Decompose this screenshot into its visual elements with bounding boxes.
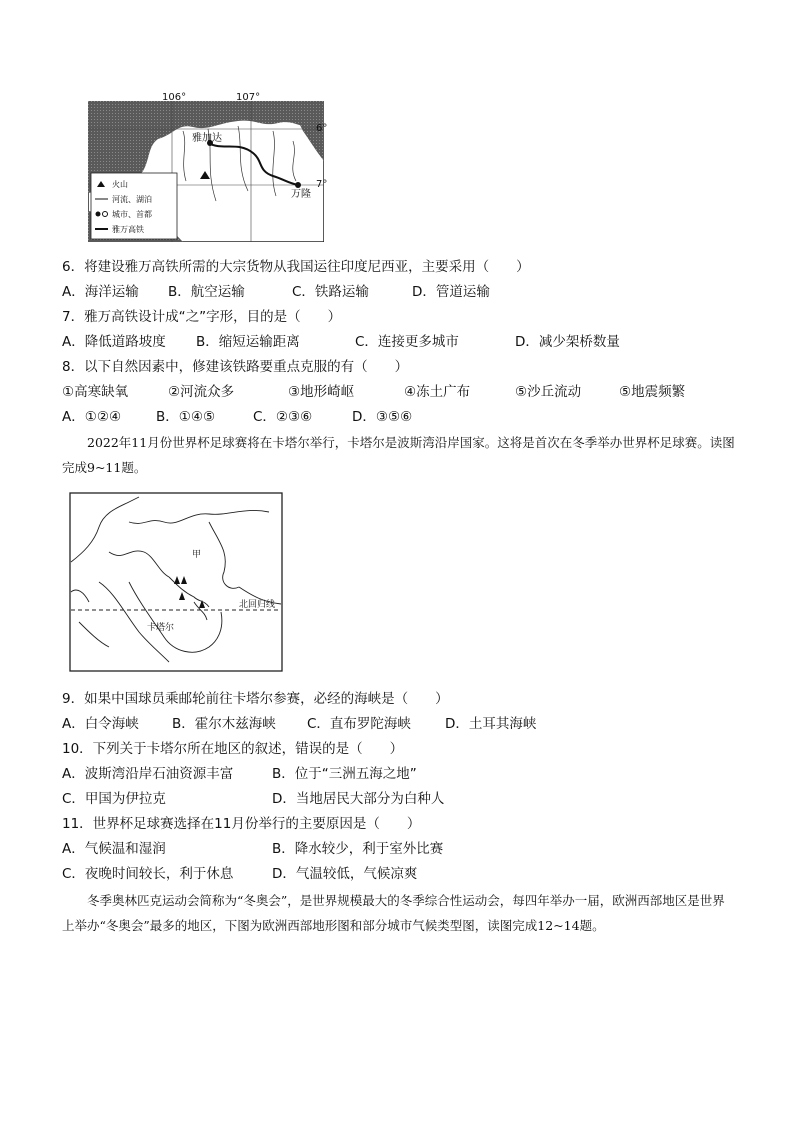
q8-factors bbox=[62, 383, 685, 401]
q11-option-a[interactable]: A．气候温和湿润 bbox=[62, 841, 166, 857]
q7-option-c[interactable]: C．连接更多城市 bbox=[355, 334, 459, 350]
passage-winter-olympics: 冬季奥林匹克运动会简称为“冬奥会”，是世界规模最大的冬季综合性运动会，每四年举办一届，欧洲西部地区是世界上举办“冬奥会”最多的地区，下图为欧洲西部地形图和部分城市气候类型图，读图完成12~14题。 bbox=[62, 893, 725, 933]
q8-option-d[interactable]: D．③⑤⑥ bbox=[352, 409, 413, 425]
middle-east-map bbox=[69, 492, 283, 672]
lat-label-7: 7° bbox=[316, 179, 328, 190]
q9-option-b[interactable]: B．霍尔木兹海峡 bbox=[172, 716, 276, 732]
q11-options-row2 bbox=[62, 865, 417, 883]
q8-factor-6: ⑤地震频繁 bbox=[619, 384, 686, 400]
q8-option-c[interactable]: C．②③⑥ bbox=[253, 409, 313, 425]
q6-options bbox=[62, 283, 490, 301]
q8-factor-4: ④冻土广布 bbox=[404, 384, 471, 400]
q8-stem: 8．以下自然因素中，修建该铁路要重点克服的有（ ） bbox=[62, 359, 409, 375]
q8-factor-2: ②河流众多 bbox=[168, 384, 235, 400]
q8-options bbox=[62, 408, 412, 426]
q7-option-b[interactable]: B．缩短运输距离 bbox=[196, 334, 300, 350]
lat-label-6: 6° bbox=[316, 123, 328, 134]
q9-option-d[interactable]: D．土耳其海峡 bbox=[445, 716, 537, 732]
q11-option-b[interactable]: B．降水较少，利于室外比赛 bbox=[272, 841, 444, 857]
q9-option-a[interactable]: A．白令海峡 bbox=[62, 716, 139, 732]
q10-option-d[interactable]: D．当地居民大部分为白种人 bbox=[272, 791, 445, 807]
q6-option-b[interactable]: B．航空运输 bbox=[168, 284, 245, 300]
q8-option-a[interactable]: A．①②④ bbox=[62, 409, 122, 425]
legend-rivers: 河流、湖泊 bbox=[112, 195, 152, 204]
q7-option-a[interactable]: A．降低道路坡度 bbox=[62, 334, 166, 350]
q9-stem: 9．如果中国球员乘邮轮前往卡塔尔参赛，必经的海峡是（ ） bbox=[62, 691, 449, 707]
lon-label-107: 107° bbox=[236, 92, 261, 103]
q7-stem: 7．雅万高铁设计成“之”字形，目的是（ ） bbox=[62, 309, 342, 325]
legend-cities: 城市、首都 bbox=[112, 210, 152, 219]
q6-stem: 6．将建设雅万高铁所需的大宗货物从我国运往印度尼西亚，主要采用（ ） bbox=[62, 259, 530, 275]
legend-railway: 雅万高铁 bbox=[112, 225, 144, 234]
q10-option-c[interactable]: C．甲国为伊拉克 bbox=[62, 791, 166, 807]
city-jakarta-label: 雅加达 bbox=[192, 133, 222, 144]
q9-option-c[interactable]: C．直布罗陀海峡 bbox=[307, 716, 411, 732]
q11-option-c[interactable]: C．夜晚时间较长，利于休息 bbox=[62, 866, 234, 882]
q10-option-a[interactable]: A．波斯湾沿岸石油资源丰富 bbox=[62, 766, 234, 782]
passage-world-cup: 2022年11月份世界杯足球赛将在卡塔尔举行，卡塔尔是波斯湾沿岸国家。这将是首次在冬季举办世界杯足球赛。读图完成9~11题。 bbox=[62, 435, 735, 475]
legend-volcano: 火山 bbox=[112, 180, 128, 189]
q8-factor-3: ③地形崎岖 bbox=[288, 384, 355, 400]
q6-option-c[interactable]: C．铁路运输 bbox=[292, 284, 369, 300]
q10-options-row2 bbox=[62, 790, 444, 808]
q7-option-d[interactable]: D．减少架桥数量 bbox=[515, 334, 620, 350]
q6-option-d[interactable]: D．管道运输 bbox=[412, 284, 490, 300]
label-country-jia: 甲 bbox=[192, 550, 202, 560]
city-bandung-label: 万隆 bbox=[291, 189, 311, 200]
q11-option-d[interactable]: D．气温较低，气候凉爽 bbox=[272, 866, 418, 882]
q11-stem: 11．世界杯足球赛选择在11月份举行的主要原因是（ ） bbox=[62, 816, 421, 832]
q10-stem: 10．下列关于卡塔尔所在地区的叙述，错误的是（ ） bbox=[62, 741, 404, 757]
q10-option-b[interactable]: B．位于“三洲五海之地” bbox=[272, 766, 417, 782]
jakarta-bandung-map bbox=[88, 101, 324, 242]
q9-options bbox=[62, 715, 536, 733]
q6-option-a[interactable]: A．海洋运输 bbox=[62, 284, 139, 300]
lon-label-106: 106° bbox=[162, 92, 187, 103]
label-qatar: 卡塔尔 bbox=[147, 623, 175, 633]
q8-option-b[interactable]: B．①④⑤ bbox=[156, 409, 216, 425]
q8-factor-1: ①高寒缺氧 bbox=[62, 384, 129, 400]
label-tropic-of-cancer: 北回归线 bbox=[239, 600, 276, 610]
q8-factor-5: ⑤沙丘流动 bbox=[515, 384, 582, 400]
q7-options bbox=[62, 333, 620, 351]
q11-options-row1 bbox=[62, 840, 443, 858]
q10-options-row1 bbox=[62, 765, 417, 783]
